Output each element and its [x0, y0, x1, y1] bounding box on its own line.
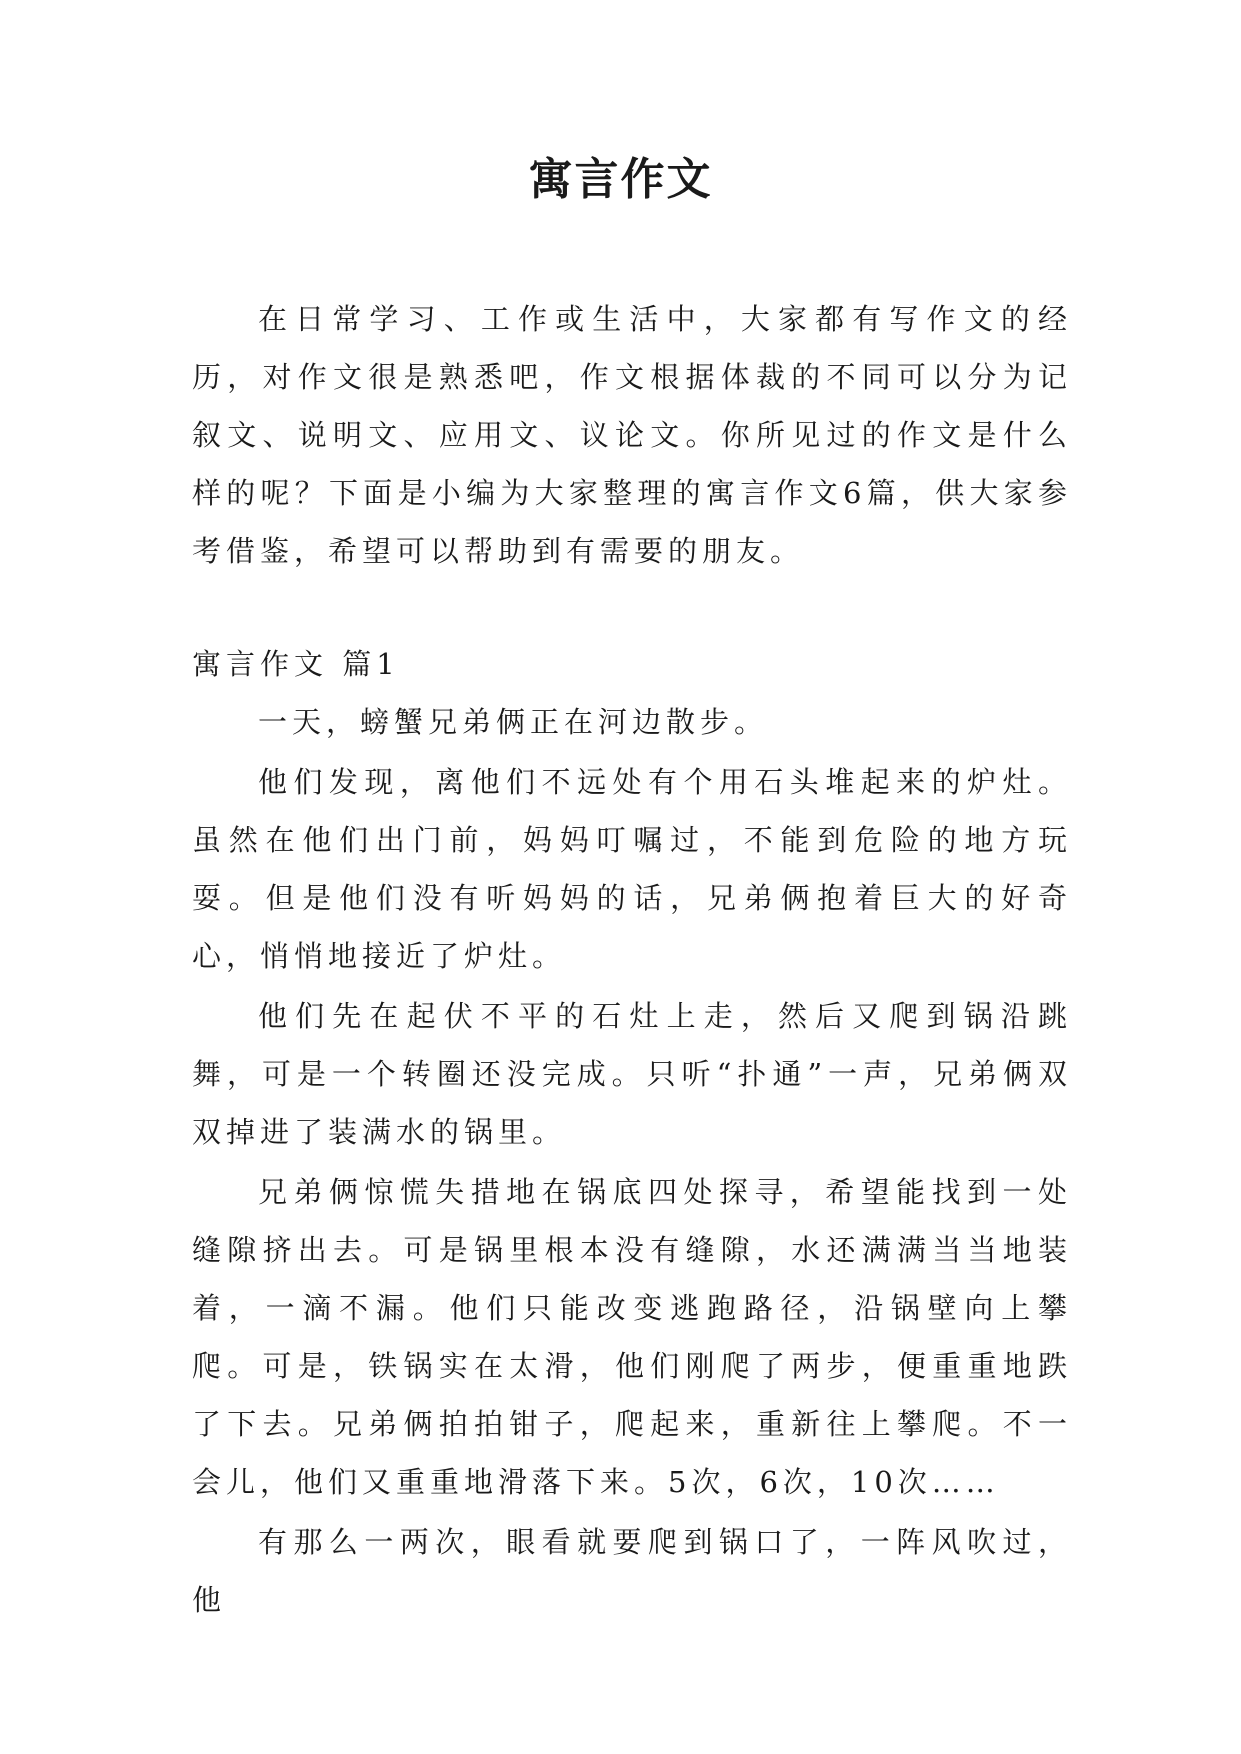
story-paragraph: 兄弟俩惊慌失措地在锅底四处探寻，希望能找到一处缝隙挤出去。可是锅里根本没有缝隙，水还满满当当地装着，一滴不漏。他们只能改变逃跑路径，沿锅壁向上攀爬。可是，铁锅实在太滑，他们刚爬了两步，便重重地跌了下去。兄弟俩拍拍钳子，爬起来，重新往上攀爬。不一会儿，他们又重重地滑落下来。5次，6次，10次…… — [192, 1175, 1072, 1499]
intro-paragraph: 在日常学习、工作或生活中，大家都有写作文的经历，对作文很是熟悉吧，作文根据体裁的不同可以分为记叙文、说明文、应用文、议论文。你所见过的作文是什么样的呢？下面是小编为大家整理的寓言作文6篇，供大家参考借鉴，希望可以帮助到有需要的朋友。 — [192, 302, 1072, 568]
section-heading: 寓言作文 篇1 — [192, 647, 400, 681]
story-paragraph: 他们先在起伏不平的石灶上走，然后又爬到锅沿跳舞，可是一个转圈还没完成。只听“扑通”一声，兄弟俩双双掉进了装满水的锅里。 — [192, 999, 1072, 1149]
story-paragraph: 他们发现，离他们不远处有个用石头堆起来的炉灶。虽然在他们出门前，妈妈叮嘱过，不能到危险的地方玩耍。但是他们没有听妈妈的话，兄弟俩抱着巨大的好奇心，悄悄地接近了炉灶。 — [192, 765, 1072, 973]
story-paragraph: 有那么一两次，眼看就要爬到锅口了，一阵风吹过，他 — [192, 1525, 1072, 1617]
story-paragraph: 一天，螃蟹兄弟俩正在河边散步。 — [258, 705, 769, 739]
story-body — [192, 693, 1072, 1631]
document-title: 寓言作文 — [528, 154, 713, 205]
